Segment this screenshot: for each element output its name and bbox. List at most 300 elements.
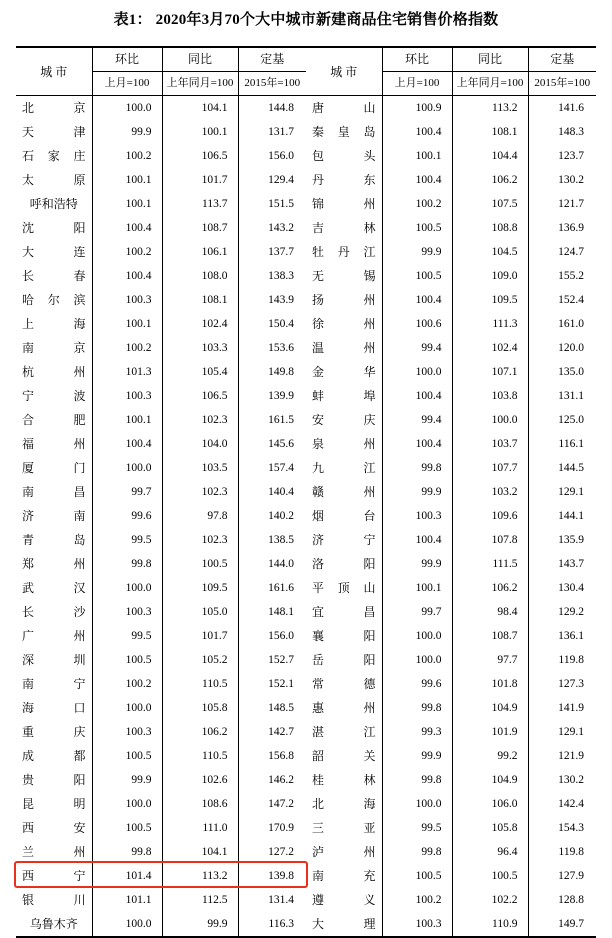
table-row: [306, 480, 596, 504]
table-row: [16, 432, 306, 456]
base-value-cell: 139.9: [268, 390, 294, 402]
yoy-value-cell: 99.2: [452, 744, 528, 768]
mom-value-cell: 100.9: [382, 96, 452, 121]
mom-value-cell: 100.0: [92, 576, 162, 600]
mom-value-cell: 101.1: [92, 888, 162, 912]
mom-value-cell: 99.9: [92, 120, 162, 144]
yoy-value-cell: 106.2: [162, 720, 238, 744]
mom-value-cell: 99.9: [382, 744, 452, 768]
base-value-cell: 138.3: [268, 270, 294, 282]
mom-value-cell: 99.8: [92, 840, 162, 864]
base-value-cell: 131.4: [268, 894, 294, 906]
column-subheader-base: 2015年=100: [238, 72, 306, 96]
mom-value-cell: 100.2: [382, 888, 452, 912]
base-value-cell: 138.5: [268, 534, 294, 546]
city-name-cell: 石家庄: [16, 144, 92, 168]
yoy-value-cell: 96.4: [452, 840, 528, 864]
mom-value-cell: 99.3: [382, 720, 452, 744]
city-name-cell: 南充: [306, 864, 382, 888]
table-row: [16, 336, 306, 360]
city-name-cell: 惠州: [306, 696, 382, 720]
city-name-cell: 牡丹江: [306, 240, 382, 264]
table-row: [16, 528, 306, 552]
yoy-value-cell: 104.0: [162, 432, 238, 456]
mom-value-cell: 99.9: [382, 240, 452, 264]
yoy-value-cell: 111.3: [452, 312, 528, 336]
table-row: [306, 552, 596, 576]
table-row: [16, 576, 306, 600]
yoy-value-cell: 101.7: [162, 168, 238, 192]
city-name-cell: 烟台: [306, 504, 382, 528]
base-value-cell: 151.5: [268, 198, 294, 210]
column-subheader-yoy: 上年同月=100: [452, 72, 528, 96]
mom-value-cell: 100.2: [382, 192, 452, 216]
city-name-cell: 北京: [16, 96, 92, 121]
mom-value-cell: 100.0: [92, 96, 162, 121]
base-value-cell: 170.9: [268, 822, 294, 834]
city-name-cell: 成都: [16, 744, 92, 768]
mom-value-cell: 99.6: [382, 672, 452, 696]
yoy-value-cell: 107.1: [452, 360, 528, 384]
table-right-half: [306, 46, 596, 938]
mom-value-cell: 99.5: [92, 624, 162, 648]
base-value-cell: 130.2: [558, 774, 584, 786]
base-value-cell: 125.0: [558, 414, 584, 426]
table-row: [306, 336, 596, 360]
mom-value-cell: 100.1: [92, 408, 162, 432]
table-row: [16, 888, 306, 912]
mom-value-cell: 100.0: [92, 456, 162, 480]
table-row: [306, 120, 596, 144]
city-name-cell: 无锡: [306, 264, 382, 288]
base-value-cell: 128.8: [558, 894, 584, 906]
base-value-cell: 116.1: [558, 438, 584, 450]
base-value-cell: 144.0: [268, 558, 294, 570]
city-name-cell: 沈阳: [16, 216, 92, 240]
table-row: [16, 384, 306, 408]
table-row: [16, 720, 306, 744]
base-value-cell: 140.4: [268, 486, 294, 498]
city-name-cell: 遵义: [306, 888, 382, 912]
city-name-cell: 兰州: [16, 840, 92, 864]
base-value-cell: 129.1: [558, 486, 584, 498]
city-name-cell: 贵阳: [16, 768, 92, 792]
mom-value-cell: 100.0: [382, 360, 452, 384]
base-value-cell: 116.3: [238, 912, 306, 937]
mom-value-cell: 100.5: [92, 744, 162, 768]
table-row: [306, 216, 596, 240]
table-row: [306, 192, 596, 216]
yoy-value-cell: 108.8: [452, 216, 528, 240]
mom-value-cell: 100.2: [92, 144, 162, 168]
yoy-value-cell: 107.8: [452, 528, 528, 552]
table-head-left: [16, 47, 306, 96]
yoy-value-cell: 103.8: [452, 384, 528, 408]
city-name-cell: 济南: [16, 504, 92, 528]
base-value-cell: 129.1: [558, 726, 584, 738]
city-name-cell: 蚌埠: [306, 384, 382, 408]
base-value-cell: 130.4: [558, 582, 584, 594]
mom-value-cell: 100.3: [382, 504, 452, 528]
mom-value-cell: 99.5: [92, 528, 162, 552]
mom-value-cell: 100.6: [382, 312, 452, 336]
column-subheader-mom: 上月=100: [92, 72, 162, 96]
city-name-cell: 昆明: [16, 792, 92, 816]
table-head-right: [306, 47, 596, 96]
base-value-cell: 129.4: [268, 174, 294, 186]
column-subheader-mom: 上月=100: [382, 72, 452, 96]
yoy-value-cell: 109.6: [452, 504, 528, 528]
city-name-cell: 乌鲁木齐: [16, 912, 92, 937]
city-name-cell: 秦皇岛: [306, 120, 382, 144]
yoy-value-cell: 98.4: [452, 600, 528, 624]
city-name-cell: 唐山: [306, 96, 382, 121]
city-name-cell: 桂林: [306, 768, 382, 792]
mom-value-cell: 100.2: [92, 336, 162, 360]
yoy-value-cell: 113.7: [162, 192, 238, 216]
table-row: [306, 312, 596, 336]
yoy-value-cell: 97.7: [452, 648, 528, 672]
table-row: [306, 360, 596, 384]
base-value-cell: 157.4: [268, 462, 294, 474]
city-name-cell: 北海: [306, 792, 382, 816]
mom-value-cell: 100.4: [382, 120, 452, 144]
yoy-value-cell: 107.5: [452, 192, 528, 216]
base-value-cell: 130.2: [558, 174, 584, 186]
yoy-value-cell: 102.2: [452, 888, 528, 912]
city-name-cell: 泉州: [306, 432, 382, 456]
yoy-value-cell: 110.5: [162, 744, 238, 768]
city-name-cell: 韶关: [306, 744, 382, 768]
city-name-cell: 南宁: [16, 672, 92, 696]
yoy-value-cell: 102.3: [162, 480, 238, 504]
mom-value-cell: 99.9: [382, 480, 452, 504]
table-row: [306, 648, 596, 672]
base-value-cell: 147.2: [268, 798, 294, 810]
mom-value-cell: 100.2: [92, 672, 162, 696]
table-row: [306, 864, 596, 888]
base-value-cell: 119.8: [558, 654, 584, 666]
yoy-value-cell: 100.0: [452, 408, 528, 432]
city-name-cell: 包头: [306, 144, 382, 168]
base-value-cell: 129.2: [558, 606, 584, 618]
yoy-value-cell: 106.0: [452, 792, 528, 816]
mom-value-cell: 100.5: [382, 264, 452, 288]
city-name-cell: 洛阳: [306, 552, 382, 576]
base-value-cell: 135.9: [558, 534, 584, 546]
mom-value-cell: 99.5: [382, 816, 452, 840]
city-name-cell: 广州: [16, 624, 92, 648]
yoy-value-cell: 104.5: [452, 240, 528, 264]
table-row: [16, 792, 306, 816]
city-name-cell: 太原: [16, 168, 92, 192]
header-row-group: [306, 47, 596, 72]
base-value-cell: 123.7: [558, 150, 584, 162]
table-row: [16, 312, 306, 336]
table-row: [306, 840, 596, 864]
mom-value-cell: 99.8: [382, 456, 452, 480]
mom-value-cell: 100.1: [92, 312, 162, 336]
base-value-cell: 127.2: [268, 846, 294, 858]
base-value-cell: 119.8: [558, 846, 584, 858]
base-value-cell: 124.7: [558, 246, 584, 258]
yoy-value-cell: 108.7: [452, 624, 528, 648]
city-name-cell: 锦州: [306, 192, 382, 216]
table-row: [306, 288, 596, 312]
mom-value-cell: 100.4: [382, 432, 452, 456]
table-row: [306, 168, 596, 192]
mom-value-cell: 99.8: [92, 552, 162, 576]
base-value-cell: 137.7: [268, 246, 294, 258]
table-row: [306, 624, 596, 648]
mom-value-cell: 99.8: [382, 696, 452, 720]
table-row: [16, 144, 306, 168]
base-value-cell: 144.8: [268, 102, 294, 114]
base-value-cell: 127.9: [558, 870, 584, 882]
mom-value-cell: 100.3: [92, 600, 162, 624]
mom-value-cell: 100.4: [382, 384, 452, 408]
mom-value-cell: 101.4: [92, 864, 162, 888]
city-name-cell: 大连: [16, 240, 92, 264]
yoy-value-cell: 106.2: [452, 576, 528, 600]
city-name-cell: 青岛: [16, 528, 92, 552]
yoy-value-cell: 104.1: [162, 96, 238, 121]
mom-value-cell: 100.3: [92, 288, 162, 312]
base-value-cell: 152.7: [268, 654, 294, 666]
yoy-value-cell: 108.6: [162, 792, 238, 816]
city-name-cell: 上海: [16, 312, 92, 336]
base-value-cell: 121.7: [558, 198, 584, 210]
base-value-cell: 152.4: [558, 294, 584, 306]
table-row: [16, 192, 306, 216]
city-name-cell: 丹东: [306, 168, 382, 192]
base-value-cell: 141.6: [558, 102, 584, 114]
city-name-cell: 湛江: [306, 720, 382, 744]
base-value-cell: 136.9: [558, 222, 584, 234]
yoy-value-cell: 103.5: [162, 456, 238, 480]
mom-value-cell: 100.4: [382, 288, 452, 312]
table-row: [306, 384, 596, 408]
base-value-cell: 153.6: [268, 342, 294, 354]
table-row: [16, 912, 306, 937]
column-header-yoy-group: 同比: [452, 47, 528, 72]
column-subheader-yoy: 上年同月=100: [162, 72, 238, 96]
table-row: [306, 456, 596, 480]
yoy-value-cell: 100.5: [452, 864, 528, 888]
table-row: [16, 552, 306, 576]
table-row: [16, 696, 306, 720]
mom-value-cell: 100.0: [92, 912, 162, 937]
mom-value-cell: 100.5: [92, 816, 162, 840]
table-row: [16, 864, 306, 888]
base-value-cell: 148.5: [268, 702, 294, 714]
base-value-cell: 148.3: [558, 126, 584, 138]
table-row: [16, 216, 306, 240]
base-value-cell: 156.0: [268, 150, 294, 162]
mom-value-cell: 100.1: [382, 576, 452, 600]
base-value-cell: 131.7: [268, 126, 294, 138]
table-row: [16, 744, 306, 768]
city-name-cell: 福州: [16, 432, 92, 456]
table-row: [306, 96, 596, 121]
city-name-cell: 济宁: [306, 528, 382, 552]
table-row: [306, 528, 596, 552]
yoy-value-cell: 108.1: [162, 288, 238, 312]
mom-value-cell: 100.3: [382, 912, 452, 937]
mom-value-cell: 100.4: [92, 432, 162, 456]
yoy-value-cell: 106.5: [162, 384, 238, 408]
yoy-value-cell: 102.6: [162, 768, 238, 792]
city-name-cell: 平顶山: [306, 576, 382, 600]
table-row: [306, 696, 596, 720]
table-row: [16, 480, 306, 504]
base-value-cell: 161.5: [268, 414, 294, 426]
mom-value-cell: 99.8: [382, 840, 452, 864]
yoy-value-cell: 109.5: [452, 288, 528, 312]
table-row: [16, 408, 306, 432]
column-header-mom-group: 环比: [92, 47, 162, 72]
mom-value-cell: 99.8: [382, 768, 452, 792]
mom-value-cell: 100.4: [382, 168, 452, 192]
yoy-value-cell: 105.2: [162, 648, 238, 672]
base-value-cell: 120.0: [558, 342, 584, 354]
mom-value-cell: 99.6: [92, 504, 162, 528]
column-header-yoy-group: 同比: [162, 47, 238, 72]
yoy-value-cell: 108.0: [162, 264, 238, 288]
yoy-value-cell: 105.4: [162, 360, 238, 384]
table-row: [16, 456, 306, 480]
city-name-cell: 岳阳: [306, 648, 382, 672]
table-row: [306, 792, 596, 816]
base-value-cell: 148.1: [268, 606, 294, 618]
mom-value-cell: 100.0: [382, 624, 452, 648]
city-name-cell: 郑州: [16, 552, 92, 576]
table-row: [16, 840, 306, 864]
base-value-cell: 141.9: [558, 702, 584, 714]
yoy-value-cell: 112.5: [162, 888, 238, 912]
base-value-cell: 142.7: [268, 726, 294, 738]
base-value-cell: 144.1: [558, 510, 584, 522]
table-row: [16, 648, 306, 672]
yoy-value-cell: 99.9: [162, 912, 238, 937]
city-name-cell: 吉林: [306, 216, 382, 240]
table-row: [306, 768, 596, 792]
mom-value-cell: 100.2: [92, 240, 162, 264]
table-row: [306, 408, 596, 432]
column-header-city: 城 市: [306, 47, 382, 96]
city-name-cell: 南昌: [16, 480, 92, 504]
yoy-value-cell: 111.0: [162, 816, 238, 840]
city-name-cell: 厦门: [16, 456, 92, 480]
base-value-cell: 135.0: [558, 366, 584, 378]
mom-value-cell: 100.0: [92, 696, 162, 720]
column-header-city: 城 市: [16, 47, 92, 96]
city-name-cell: 南京: [16, 336, 92, 360]
mom-value-cell: 99.7: [382, 600, 452, 624]
mom-value-cell: 100.1: [382, 144, 452, 168]
mom-value-cell: 99.9: [382, 552, 452, 576]
city-name-cell: 长沙: [16, 600, 92, 624]
table-body-left: [16, 96, 306, 938]
base-value-cell: 142.4: [558, 798, 584, 810]
yoy-value-cell: 104.1: [162, 840, 238, 864]
table-row: [16, 120, 306, 144]
yoy-value-cell: 108.1: [452, 120, 528, 144]
city-name-cell: 温州: [306, 336, 382, 360]
city-name-cell: 安庆: [306, 408, 382, 432]
city-name-cell: 合肥: [16, 408, 92, 432]
city-name-cell: 西安: [16, 816, 92, 840]
base-value-cell: 143.7: [558, 558, 584, 570]
yoy-value-cell: 97.8: [162, 504, 238, 528]
table-row: [16, 264, 306, 288]
price-index-table: [16, 46, 596, 938]
yoy-value-cell: 110.9: [452, 912, 528, 937]
city-name-cell: 天津: [16, 120, 92, 144]
base-value-cell: 131.1: [558, 390, 584, 402]
column-header-mom-group: 环比: [382, 47, 452, 72]
yoy-value-cell: 105.0: [162, 600, 238, 624]
table-row: [16, 768, 306, 792]
city-name-cell: 赣州: [306, 480, 382, 504]
table-row: [16, 360, 306, 384]
yoy-value-cell: 106.5: [162, 144, 238, 168]
base-value-cell: 143.9: [268, 294, 294, 306]
mom-value-cell: 100.0: [92, 792, 162, 816]
mom-value-cell: 99.9: [92, 768, 162, 792]
city-name-cell: 九江: [306, 456, 382, 480]
yoy-value-cell: 102.3: [162, 408, 238, 432]
table-row: [16, 504, 306, 528]
table-row: [306, 264, 596, 288]
base-value-cell: 156.0: [268, 630, 294, 642]
yoy-value-cell: 103.7: [452, 432, 528, 456]
column-subheader-base: 2015年=100: [528, 72, 596, 96]
yoy-value-cell: 106.2: [452, 168, 528, 192]
table-body-right: [306, 96, 596, 938]
yoy-value-cell: 109.0: [452, 264, 528, 288]
mom-value-cell: 99.4: [382, 336, 452, 360]
table-row: [306, 504, 596, 528]
table-row: [306, 144, 596, 168]
table-row: [16, 240, 306, 264]
table-row: [16, 672, 306, 696]
base-value-cell: 139.8: [268, 870, 294, 882]
mom-value-cell: 100.3: [92, 384, 162, 408]
city-name-cell: 西宁: [16, 864, 92, 888]
table-row: [306, 888, 596, 912]
city-name-cell: 徐州: [306, 312, 382, 336]
yoy-value-cell: 111.5: [452, 552, 528, 576]
yoy-value-cell: 100.1: [162, 120, 238, 144]
mom-value-cell: 100.0: [382, 648, 452, 672]
mom-value-cell: 100.3: [92, 720, 162, 744]
city-name-cell: 深圳: [16, 648, 92, 672]
yoy-value-cell: 113.2: [162, 864, 238, 888]
city-name-cell: 呼和浩特: [16, 192, 92, 216]
base-value-cell: 140.2: [268, 510, 294, 522]
table-row: [306, 912, 596, 937]
city-name-cell: 金华: [306, 360, 382, 384]
city-name-cell: 三亚: [306, 816, 382, 840]
base-value-cell: 150.4: [268, 318, 294, 330]
column-header-base-group: 定基: [238, 47, 306, 72]
base-value-cell: 145.6: [268, 438, 294, 450]
yoy-value-cell: 107.7: [452, 456, 528, 480]
base-value-cell: 127.3: [558, 678, 584, 690]
city-name-cell: 襄阳: [306, 624, 382, 648]
base-value-cell: 136.1: [558, 630, 584, 642]
